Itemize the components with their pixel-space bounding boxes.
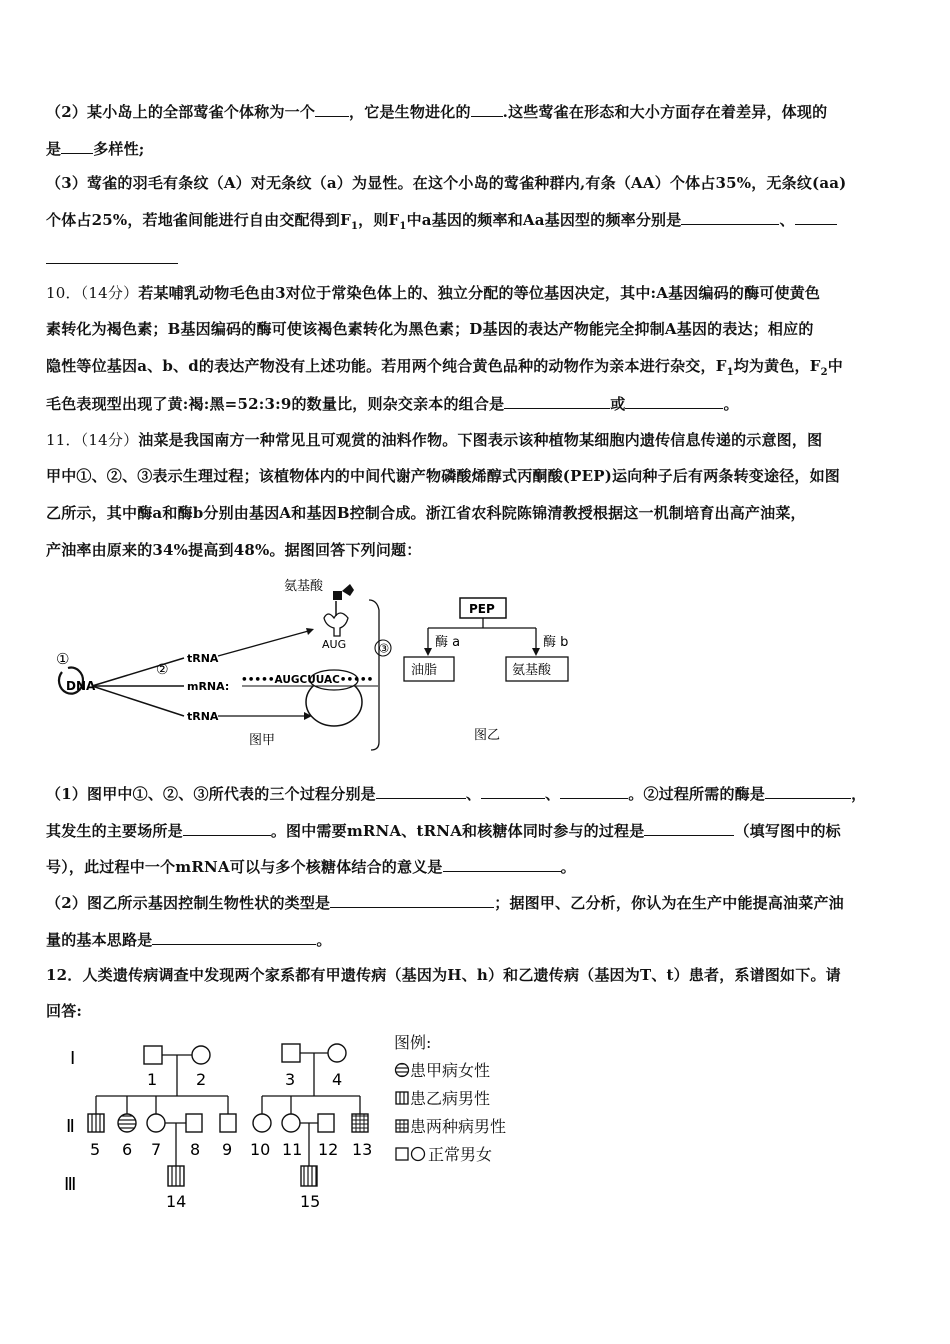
q10-line1: 10．（14分）若某哺乳动物毛色由3对位于常染色体上的、独立分配的等位基因决定，其中:A基因编码的酶可使黄色 [46,284,821,302]
q11-s1-line3: 号），此过程中一个mRNA可以与多个核糖体结合的意义是 。 [46,858,576,876]
fig-b-amino: 氨基酸 [512,663,552,678]
label-14: 14 [166,1192,187,1211]
q9-p3-line3 [46,248,906,270]
label-12: 12 [318,1140,339,1159]
fig-a-sequence: •••••AUGCUUAC••••• [241,674,374,686]
pedigree-chart [50,1030,390,1215]
label-15: 15 [300,1192,321,1211]
fig-a-caption: 图甲 [249,733,276,748]
legend-item-c: 患两种病男性 [394,1114,506,1137]
label-8: 8 [190,1140,201,1159]
q11-s1-line2: 其发生的主要场所是 。图中需要mRNA、tRNA和核糖体同时参与的过程是 （填写图中的标 [46,822,841,840]
person-3 [282,1044,300,1062]
label-1: 1 [147,1070,158,1089]
fig-a-circle1: ① [56,650,70,668]
person-6 [118,1114,136,1132]
q9-p2-line2: 是 多样性; [46,140,145,158]
fig-a-dna: DNA [66,679,96,693]
q11-line1: 11．（14分）油菜是我国南方一种常见且可观赏的油料作物。下图表示该种植物某细胞内遗传信息传递的示意图，图 [46,431,823,449]
fig-a-aug: AUG [322,638,347,651]
fig-a-amino-acid: 氨基酸 [284,579,324,594]
label-6: 6 [122,1140,133,1159]
fig-a-circle2: ② [156,662,169,678]
q10-line4: 毛色表现型出现了黄:褐:黑=52:3:9的数量比，则杂交亲本的组合是 或 。 [46,395,739,413]
label-2: 2 [196,1070,207,1089]
person-7 [147,1114,165,1132]
legend-hatch-circle-icon [394,1062,410,1078]
q9-p3-line2: 个体占25%，若地雀间能进行自由交配得到$F_1$，则$F_1$中a基因的频率和Aa基因型的频率分别是 、 [46,209,906,238]
label-5: 5 [90,1140,101,1159]
fig-a-circle3: ③ [378,641,390,656]
legend-item-a: 患甲病女性 [394,1058,490,1081]
legend-normal-icon [394,1146,428,1162]
gen-label-III: Ⅲ [64,1174,77,1195]
figure-pep-pathway [398,594,588,746]
q9-p2-line1: （2）某小岛上的全部莺雀个体称为一个 ，它是生物进化的 .这些莺雀在形态和大小方面存在着差异，体现的 [46,103,828,121]
fig-b-caption: 图乙 [474,728,501,743]
person-14 [168,1166,184,1186]
arrow-trna-up [218,630,312,656]
label-11: 11 [282,1140,303,1159]
legend-hatch-square-icon [394,1090,410,1106]
person-10 [253,1114,271,1132]
person-15 [301,1166,317,1186]
person-4 [328,1044,346,1062]
q11-line3: 乙所示，其中酶a和酶b分别由基因A和基因B控制合成。浙江省农科院陈锦清教授根据这一机制培育出高产油菜， [46,504,806,522]
label-9: 9 [222,1140,233,1159]
fig-b-oil: 油脂 [411,663,438,678]
fig-a-trna-bottom: tRNA [187,710,219,723]
legend-title: 图例: [394,1033,432,1052]
q9-p3-line1: （3）莺雀的羽毛有条纹（A）对无条纹（a）为显性。在这个小岛的莺雀种群内,有条（AA）个体占35%，无条纹(aa) [46,174,847,192]
person-11 [282,1114,300,1132]
legend-grid-square-icon [394,1118,410,1134]
q10-line3: 隐性等位基因a、b、d的表达产物没有上述功能。若用两个纯合黄色品种的动物作为亲本进行杂交，$F_1$均为黄色，$F_2$中 [46,357,843,378]
label-10: 10 [250,1140,271,1159]
fig-b-enzyme-a: 酶 a [435,635,461,650]
figure-translation-diagram [44,574,394,752]
label-3: 3 [285,1070,296,1089]
q11-line4: 产油率由原来的34%提高到48%。据图回答下列问题： [46,541,422,559]
q11-line2: 甲中①、②、③表示生理过程；该植物体内的中间代谢产物磷酸烯醇式丙酮酸(PEP)运向种子后有两条转变途径，如图 [46,467,840,485]
amino-acid-square [333,591,342,600]
fig-a-mrna: mRNA: [187,680,230,693]
gen-label-I: Ⅰ [70,1048,76,1069]
q10-line2: 素转化为褐色素；B基因编码的酶可使该褐色素转化为黑色素；D基因的表达产物能完全抑制A基因的表达；相应的 [46,320,814,338]
person-8 [186,1114,202,1132]
person-5 [88,1114,104,1132]
amino-acid-diamond [342,584,354,596]
label-4: 4 [332,1070,343,1089]
fig-b-pep: PEP [469,602,495,616]
fig-a-trna-top: tRNA [187,652,219,665]
label-13: 13 [352,1140,373,1159]
person-12 [318,1114,334,1132]
q11-s2-line1: （2）图乙所示基因控制生物性状的类型是 ；据图甲、乙分析，你认为在生产中能提高油菜产油 [46,894,844,912]
legend-item-b: 患乙病男性 [394,1086,490,1109]
q12-line1: 12．人类遗传病调查中发现两个家系都有甲遗传病（基因为H、h）和乙遗传病（基因为T、t）患者，系谱图如下。请 [46,966,841,984]
gen-label-II: Ⅱ [66,1116,75,1137]
person-13 [352,1114,368,1132]
fig-b-enzyme-b: 酶 b [543,635,569,650]
legend-item-d: 正常男女 [394,1142,492,1165]
trna-cloverleaf [324,613,348,636]
q11-s1-line1: （1）图甲中①、②、③所代表的三个过程分别是 、 、 。②过程所需的酶是 ， [46,785,867,803]
person-2 [192,1046,210,1064]
person-1 [144,1046,162,1064]
q11-s2-line2: 量的基本思路是 。 [46,931,332,949]
q12-line2: 回答: [46,1002,83,1020]
person-9 [220,1114,236,1132]
label-7: 7 [151,1140,162,1159]
